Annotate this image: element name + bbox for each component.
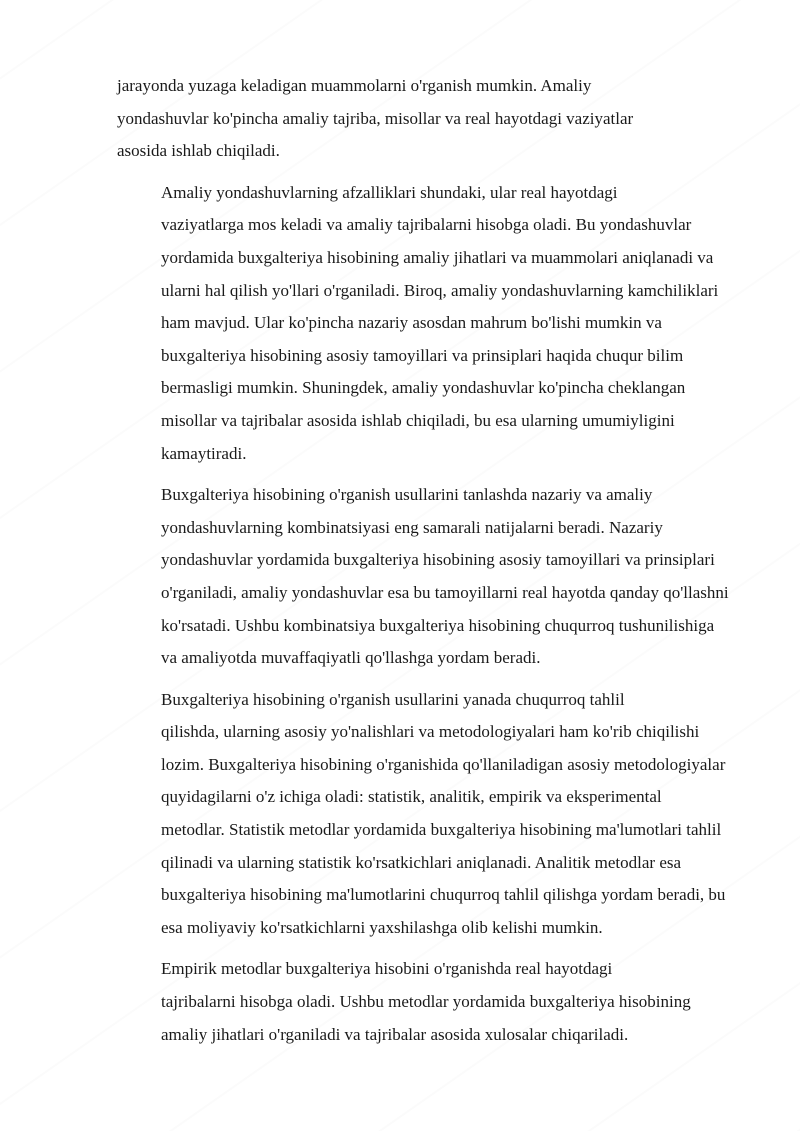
text-line: yondashuvlarning kombinatsiyasi eng samarali natijalarni beradi. Nazariy — [161, 517, 663, 537]
text-line: ham mavjud. Ular ko'pincha nazariy asosdan mahrum bo'lishi mumkin va — [161, 313, 662, 333]
paragraph — [117, 479, 747, 675]
text-line: metodlar. Statistik metodlar yordamida buxgalteriya hisobining ma'lumotlari tahlil — [161, 820, 722, 840]
text-line: yondashuvlar yordamida buxgalteriya hisobining asosiy tamoyillari va prinsiplari — [161, 550, 715, 570]
text-line: esa moliyaviy ko'rsatkichlarni yaxshilashga olib kelishi mumkin. — [161, 917, 603, 937]
text-line: ko'rsatadi. Ushbu kombinatsiya buxgalteriya hisobining chuqurroq tushunilishiga — [161, 615, 715, 635]
text-line: asosida ishlab chiqiladi. — [117, 141, 280, 161]
text-line: buxgalteriya hisobining ma'lumotlarini chuqurroq tahlil qilishga yordam beradi, bu — [161, 885, 726, 905]
text-line: qilishda, ularning asosiy yo'nalishlari va metodologiyalari ham ko'rib chiqilishi — [161, 722, 700, 742]
text-line: lozim. Buxgalteriya hisobining o'rganishida qo'llaniladigan asosiy metodologiyalar — [161, 754, 726, 774]
paragraph — [117, 953, 747, 1051]
text-line: jarayonda yuzaga keladigan muammolarni o'rganish mumkin. Amaliy — [117, 76, 592, 95]
text-line: misollar va tajribalar asosida ishlab chiqiladi, bu esa ularning umumiyligini — [161, 410, 675, 430]
text-line: bermasligi mumkin. Shuningdek, amaliy yondashuvlar ko'pincha cheklangan — [161, 378, 686, 398]
text-line: kamaytiradi. — [161, 443, 247, 463]
text-line: yondashuvlar ko'pincha amaliy tajriba, misollar va real hayotdagi vaziyatlar — [117, 108, 634, 128]
paragraph — [117, 70, 747, 168]
text-line: quyidagilarni o'z ichiga oladi: statistik, analitik, empirik va eksperimental — [161, 787, 662, 807]
text-line: ularni hal qilish yo'llari o'rganiladi. Biroq, amaliy yondashuvlarning kamchiliklari — [161, 280, 719, 300]
text-line: va amaliyotda muvaffaqiyatli qo'llashga yordam beradi. — [161, 648, 541, 668]
text-line: o'rganiladi, amaliy yondashuvlar esa bu tamoyillarni real hayotda qanday qo'llashni — [161, 582, 729, 602]
paragraph — [117, 684, 747, 945]
text-line: buxgalteriya hisobining asosiy tamoyillari va prinsiplari haqida chuqur bilim — [161, 345, 684, 365]
text-line: amaliy jihatlari o'rganiladi va tajribalar asosida xulosalar chiqariladi. — [161, 1024, 629, 1044]
text-line: qilinadi va ularning statistik ko'rsatkichlari aniqlanadi. Analitik metodlar esa — [161, 852, 682, 872]
text-line: Buxgalteriya hisobining o'rganish usullarini yanada chuqurroq tahlil — [161, 689, 625, 709]
text-line: Empirik metodlar buxgalteriya hisobini o'rganishda real hayotdagi — [161, 959, 613, 979]
text-line: yordamida buxgalteriya hisobining amaliy jihatlari va muammolari aniqlanadi va — [161, 247, 714, 267]
text-line: Amaliy yondashuvlarning afzalliklari shundaki, ular real hayotdagi — [161, 182, 618, 202]
paragraph — [117, 177, 747, 470]
text-line: tajribalarni hisobga oladi. Ushbu metodlar yordamida buxgalteriya hisobining — [161, 992, 691, 1012]
document-body — [117, 70, 747, 1060]
text-line: Buxgalteriya hisobining o'rganish usullarini tanlashda nazariy va amaliy — [161, 485, 653, 505]
text-line: vaziyatlarga mos keladi va amaliy tajribalarni hisobga oladi. Bu yondashuvlar — [161, 215, 692, 235]
